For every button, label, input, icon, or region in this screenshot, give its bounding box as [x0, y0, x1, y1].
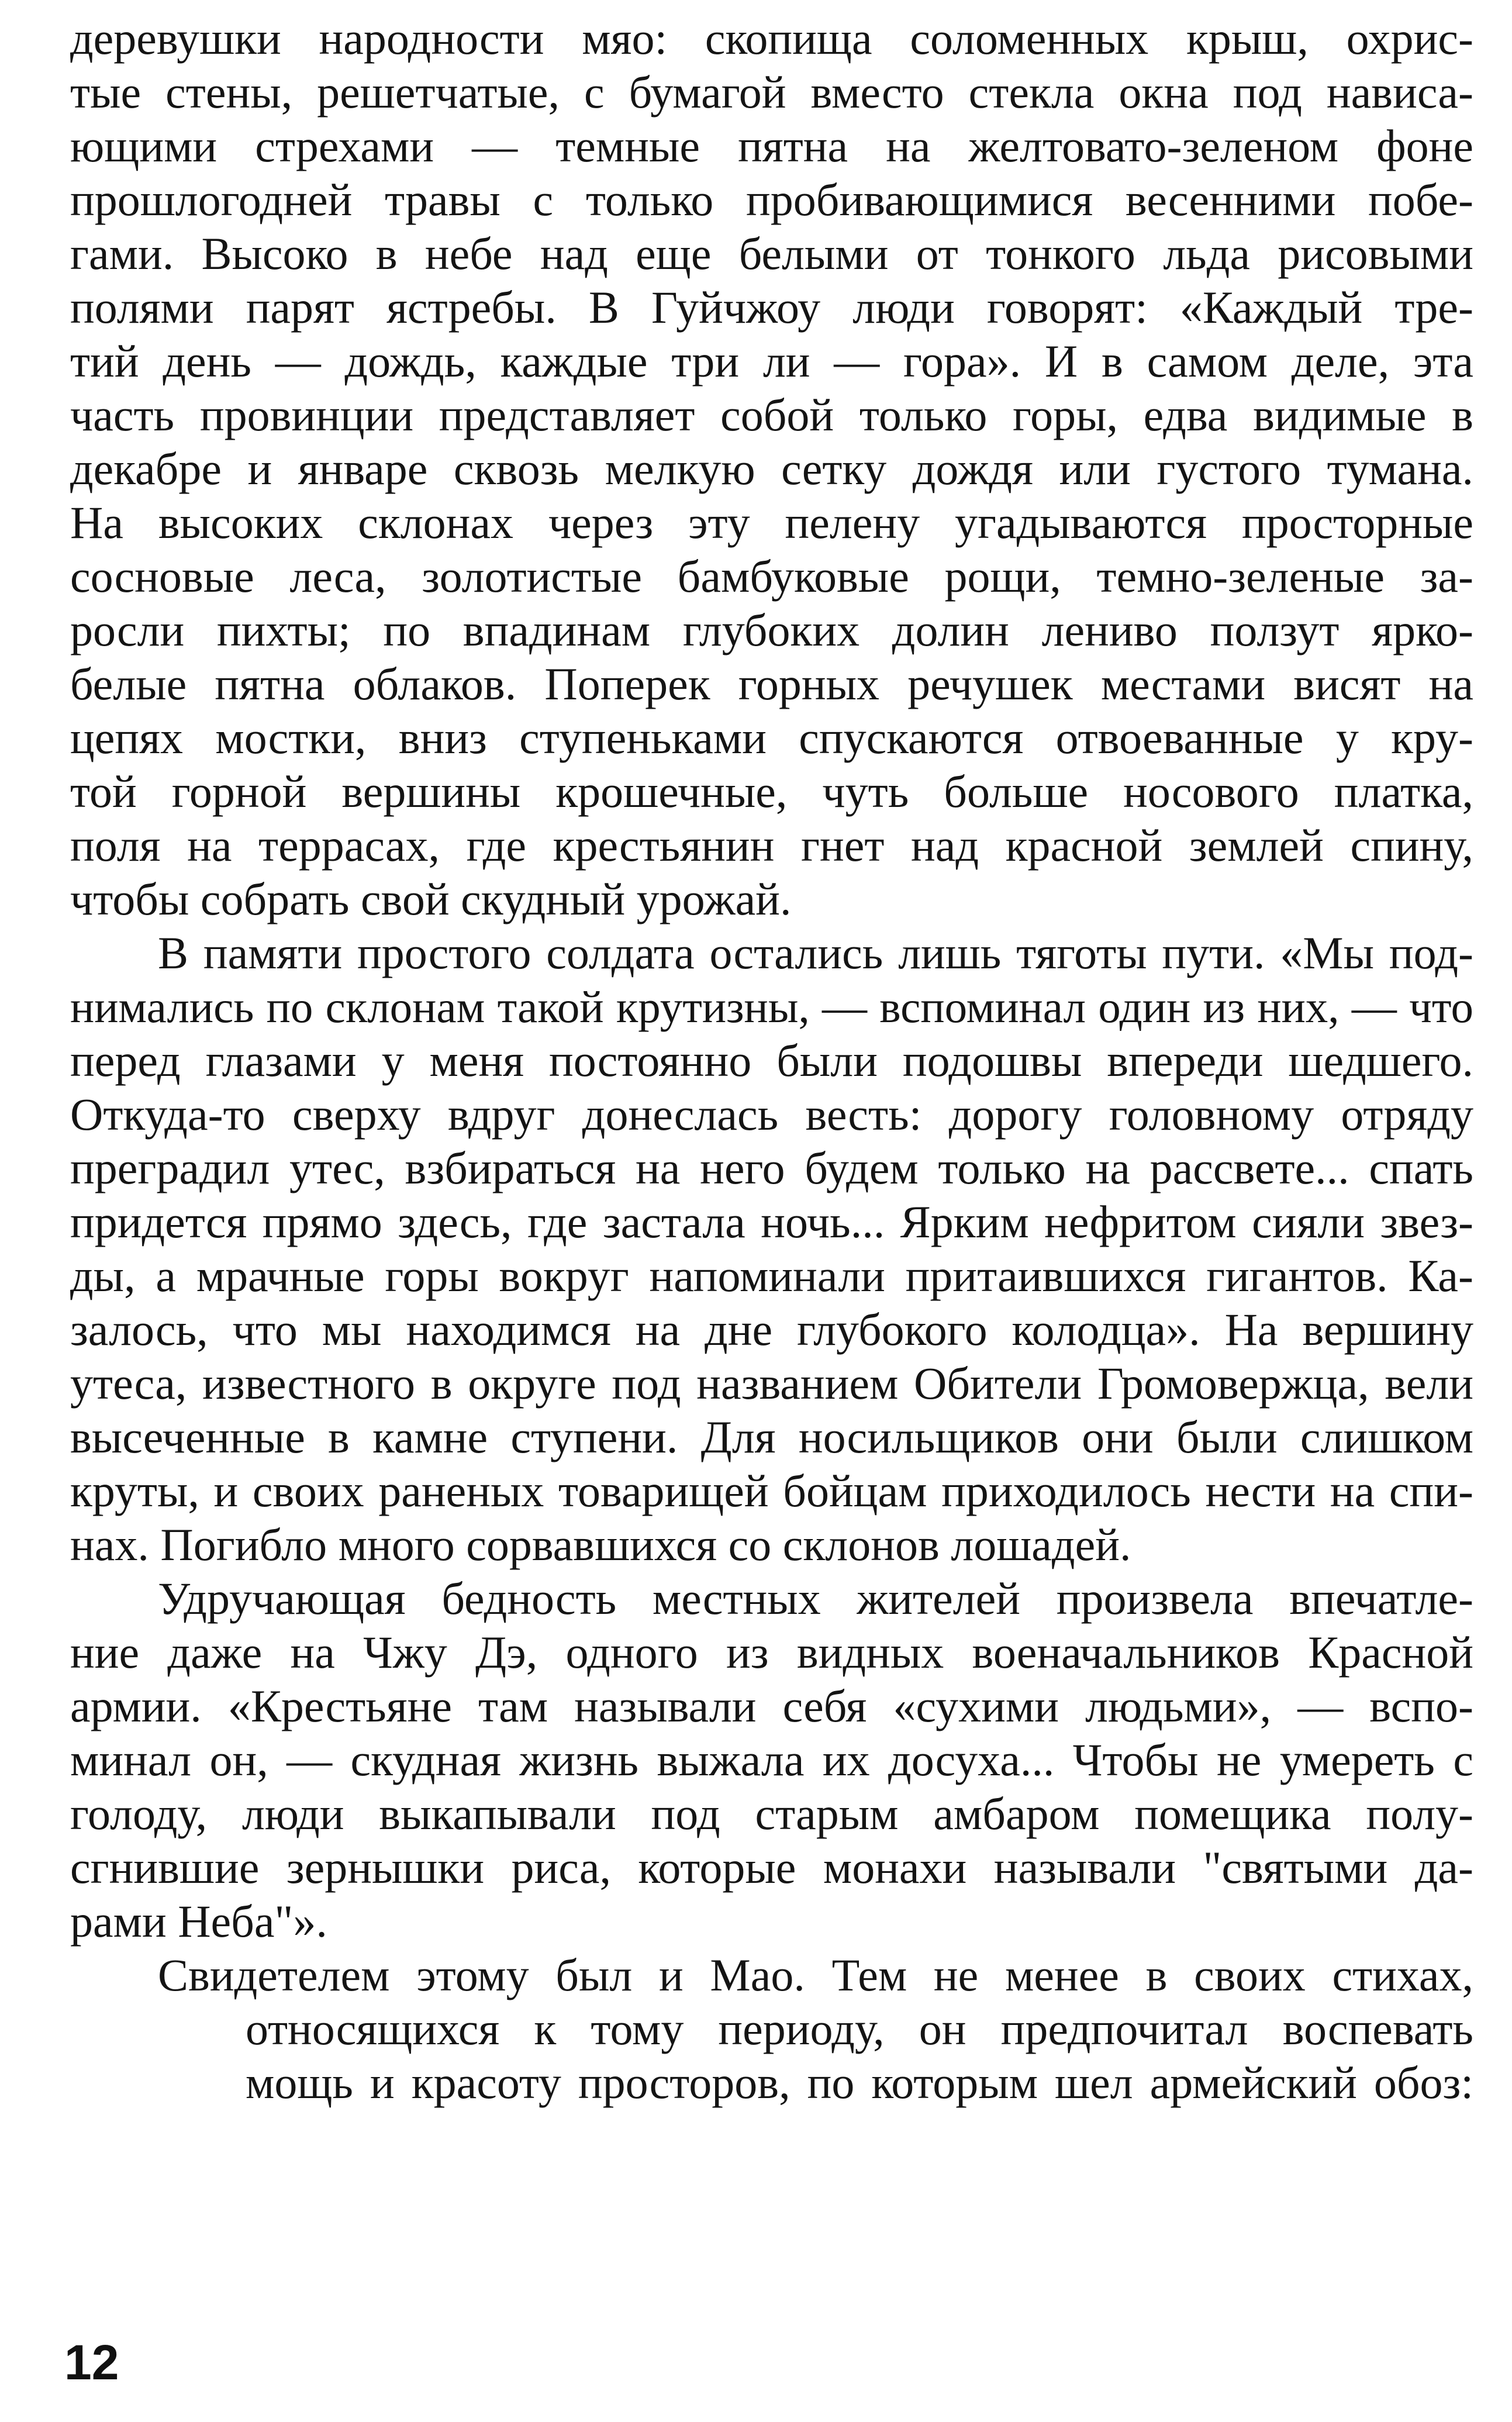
text-line: голоду, люди выкапывали под старым амбаром помещика полу-	[70, 1788, 1473, 1839]
text-line: ды, а мрачные горы вокруг напоминали притаившихся гигантов. Ка-	[70, 1250, 1473, 1301]
text-line: круты, и своих раненых товарищей бойцам приходилось нести на спи-	[70, 1465, 1473, 1516]
text-line: той горной вершины крошечные, чуть больше носового платка,	[70, 766, 1473, 817]
text-line: В памяти простого солдата остались лишь тяготы пути. «Мы под-	[158, 927, 1473, 978]
text-line: преградил утес, взбираться на него будем только на рассвете... спать	[70, 1143, 1473, 1193]
text-line: залось, что мы находимся на дне глубокого колодца». На вершину	[70, 1304, 1473, 1355]
text-line: прошлогодней травы с только пробивающимися весенними побе-	[70, 174, 1473, 225]
text-line: мощь и красоту просторов, по которым шел армейский обоз:	[246, 2057, 1473, 2108]
text-line: деревушки народности мяо: скопища соломенных крыш, охрис-	[70, 13, 1473, 64]
text-line: нах. Погибло много сорвавшихся со склонов лошадей.	[70, 1519, 1131, 1570]
text-line: тые стены, решетчатые, с бумагой вместо стекла окна под нависа-	[70, 67, 1473, 118]
text-line: декабре и январе сквозь мелкую сетку дождя или густого тумана.	[70, 443, 1473, 494]
text-line: относящихся к тому периоду, он предпочитал воспевать	[246, 2003, 1473, 2054]
text-line: цепях мостки, вниз ступеньками спускаются отвоеванные у кру-	[70, 712, 1473, 763]
text-line: нимались по склонам такой крутизны, — вспоминал один из них, — что	[70, 982, 1473, 1032]
text-line: минал он, — скудная жизнь выжала их досуха... Чтобы не умереть с	[70, 1734, 1473, 1785]
text-line: сгнившие зернышки риса, которые монахи называли "святыми да-	[70, 1842, 1473, 1893]
text-line: армии. «Крестьяне там называли себя «сухими людьми», — вспо-	[70, 1681, 1473, 1731]
text-line: полями парят ястребы. В Гуйчжоу люди говорят: «Каждый тре-	[70, 282, 1473, 333]
text-line: рами Неба"».	[70, 1896, 327, 1947]
text-line: утеса, известного в округе под названием Обители Громовержца, вели	[70, 1358, 1473, 1409]
text-line: Свидетелем этому был и Мао. Тем не менее в своих стихах,	[158, 1950, 1473, 2000]
text-line: придется прямо здесь, где застала ночь... Ярким нефритом сияли звез-	[70, 1196, 1473, 1247]
text-line: поля на террасах, где крестьянин гнет над красной землей спину,	[70, 820, 1473, 871]
text-line: На высоких склонах через эту пелену угадываются просторные	[70, 497, 1473, 548]
text-line: сосновые леса, золотистые бамбуковые рощи, темно-зеленые за-	[70, 551, 1473, 602]
body-text	[70, 13, 1473, 2111]
text-line: ющими стрехами — темные пятна на желтовато-зеленом фоне	[70, 120, 1473, 171]
text-line: перед глазами у меня постоянно были подошвы впереди шедшего.	[70, 1035, 1473, 1086]
text-line: Откуда-то сверху вдруг донеслась весть: дорогу головному отряду	[70, 1089, 1473, 1140]
text-line: ние даже на Чжу Дэ, одного из видных военачальников Красной	[70, 1627, 1473, 1678]
text-line: чтобы собрать свой скудный урожай.	[70, 874, 792, 924]
text-line: белые пятна облаков. Поперек горных речушек местами висят на	[70, 658, 1473, 709]
text-line: гами. Высоко в небе над еще белыми от тонкого льда рисовыми	[70, 228, 1473, 279]
text-line: Удручающая бедность местных жителей произвела впечатле-	[158, 1573, 1473, 1624]
page-number: 12	[64, 2335, 119, 2390]
text-line: часть провинции представляет собой только горы, едва видимые в	[70, 389, 1473, 440]
text-line: росли пихты; по впадинам глубоких долин лениво ползут ярко-	[70, 605, 1473, 655]
text-line: тий день — дождь, каждые три ли — гора». И в самом деле, эта	[70, 336, 1473, 387]
text-line: высеченные в камне ступени. Для носильщиков они были слишком	[70, 1412, 1473, 1462]
